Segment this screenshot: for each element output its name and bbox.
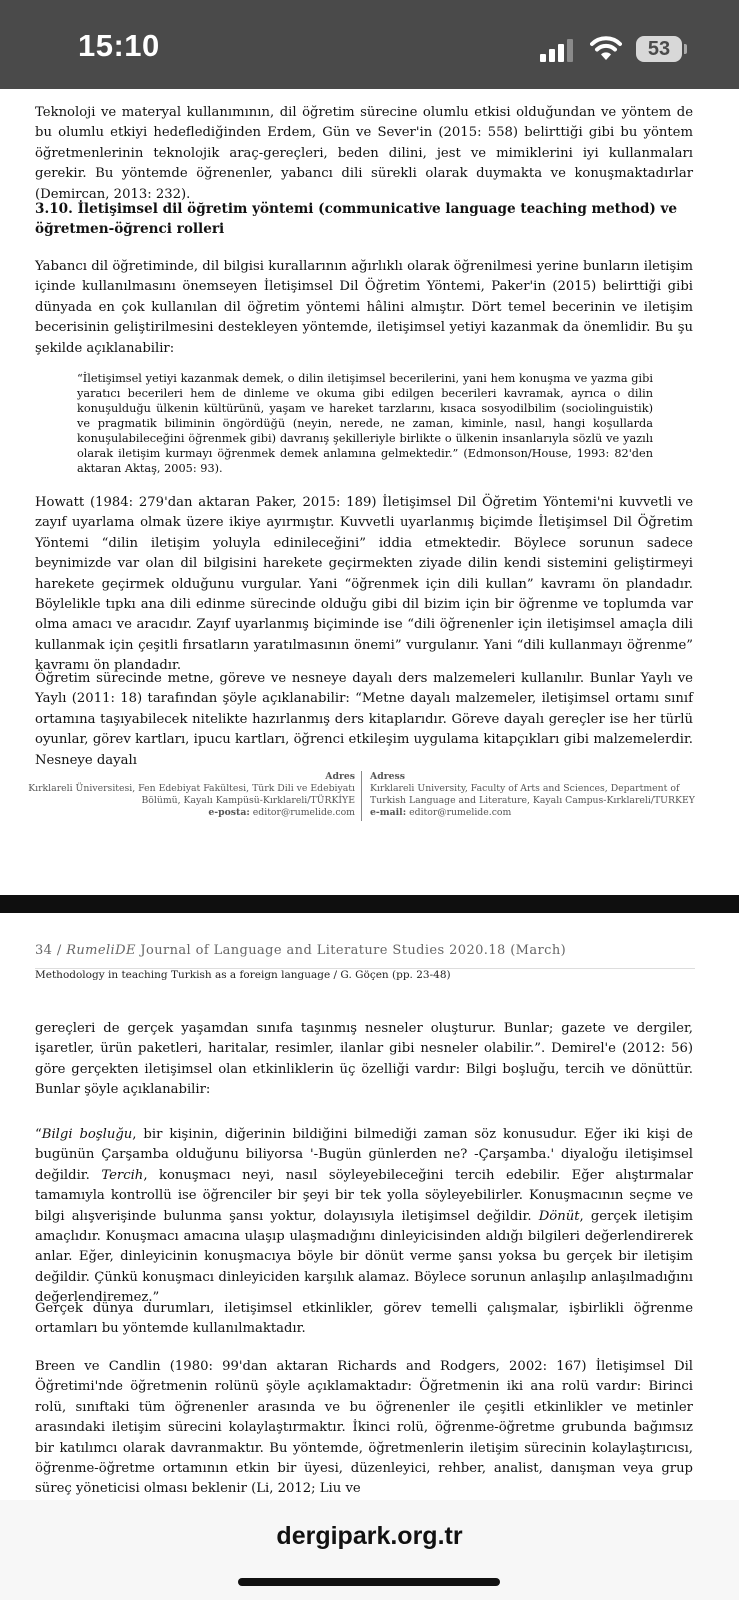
status-time: 15:10	[78, 28, 160, 63]
footer-address-tr	[20, 771, 355, 819]
term-donut: Dönüt	[538, 1208, 580, 1224]
wifi-icon	[590, 34, 622, 62]
browser-bottom-bar	[0, 1500, 739, 1600]
footer-line: Turkish Language and Literature, Kayalı Campus-Kırklareli/TURKEY	[370, 795, 695, 806]
running-head	[35, 943, 566, 958]
body-paragraph: Yabancı dil öğretiminde, dil bilgisi kurallarının ağırlıklı olarak öğrenilmesi yerine bunların iletişim içinde kullanılmasını önemseyen İletişimsel Dil Öğretim Yöntemi, Paker'in (2015) belirttiği gibi dünyada en çok kullanılan dil öğretim yöntemi hâlini almıştır. Dört temel becerinin ve iletişim becerisinin geliştirilmesini destekleyen yöntemde, iletişimsel yetiyi kazanmak da önemlidir. Bu şu şekilde açıklanabilir:	[35, 259, 693, 356]
footer-label: Adres	[325, 771, 355, 782]
footer-email: editor@rumelide.com	[409, 807, 512, 818]
footer-line: Kırklareli University, Faculty of Arts and Sciences, Department of	[370, 783, 680, 794]
pdf-page-34	[0, 913, 739, 1500]
journal-name: RumeliDE	[66, 943, 136, 958]
footer-divider	[361, 771, 362, 821]
block-quote: “İletişimsel yetiyi kazanmak demek, o dilin iletişimsel becerilerini, yani hem konuşma ve yazma gibi yaratıcı becerileri hem de dinleme ve okuma gibi edilgen becerileri kavramak, ayrıca o dilin konuşulduğu ülkenin kültürünü, yaşam ve hareket tarzlarını, kısaca sosyodilbilim (sociolinguistik) ve pragmatik biliminin öngördüğü (neyin, nerede, ne zaman, kiminle, nasıl, hangi koşullarda konuşulabileceğini öğrenmek gibi) davranış şekilleriyle birlikte o ülkenin insanlarıyla sözlü ve yazılı olarak iletişim kurmayı öğrenmek demek anlamına gelmektedir.” (Edmonson/House, 1993: 82'den aktaran Aktaş, 2005: 93).	[77, 372, 653, 475]
body-paragraph: Öğretim sürecinde metne, göreve ve nesneye dayalı ders malzemeleri kullanılır. Bunlar Yaylı ve Yaylı (2011: 18) tarafından şöyle açıklanabilir: “Metne dayalı malzemeler, iletişimsel ortamı sınıf ortamına taşıyabilecek nitelikte hazırlanmış ders kitaplarıdır. Göreve dayalı gereçler ise her türlü oyunlar, görev kartları, ipucu kartları, öğrenci etkileşim uygulama kitapçıkları gibi malzemelerdir. Nesneye dayalı	[35, 671, 693, 768]
footer-email-label: e-mail:	[370, 807, 407, 818]
url-label[interactable]: dergipark.org.tr	[276, 1522, 463, 1550]
cellular-signal-icon	[540, 38, 574, 62]
pdf-page-33	[0, 89, 739, 895]
footer-label: Adress	[370, 771, 405, 782]
body-paragraph: Gerçek dünya durumları, iletişimsel etkinlikler, görev temelli çalışmalar, işbirlikli öğrenme ortamları bu yöntemde kullanılmaktadır.	[35, 1301, 693, 1337]
article-subhead: Methodology in teaching Turkish as a foreign language / G. Göçen (pp. 23-48)	[35, 969, 451, 981]
footer-address-en	[370, 771, 710, 819]
body-paragraph: Teknoloji ve materyal kullanımının, dil öğretim sürecine olumlu etkisi olduğundan ve yöntem de bu olumlu etkiyi hedeflediğinden Erdem, Gün ve Sever'in (2015: 558) belirttiği gibi bu yöntem öğretmenlerinin teknolojik araç-gereçleri, beden dilini, jest ve mimiklerini iyi kullanmaları gerekir. Bu yöntemde öğrenenler, yabancı dili sürekli olarak duymakta ve konuşmaktadırlar (Demircan, 2013: 232).	[35, 105, 693, 202]
term-bilgi-boslugu: Bilgi boşluğu	[41, 1127, 133, 1142]
status-bar	[0, 0, 739, 89]
running-head-slash: /	[56, 943, 62, 958]
footer-email-label: e-posta:	[208, 807, 250, 818]
battery-nub	[684, 44, 687, 54]
page-separator	[0, 895, 739, 913]
quote-text: , konuşmacı neyi, nasıl söyleyebileceğini tercih edebilir. Eğer alıştırmalar tamamıyla kontrollü ise öğrenciler bir şeyi bir tek yolla söyleyebilirler. Konuşmacının seçme ve bilgi alışverişinde bulunma şansı yoktur, dolayısıyla iletişimsel değildir.	[35, 1167, 693, 1224]
body-paragraph: Howatt (1984: 279'dan aktaran Paker, 2015: 189) İletişimsel Dil Öğretim Yöntemi'ni kuvvetli ve zayıf uyarlama olmak üzere ikiye ayırmıştır. Kuvvetli uyarlanmış biçimde İletişimsel Dil Öğretim Yöntemi “dilin iletişim yoluyla edinileceğini” iddia etmektedir. Böylece sorunun sadece beynimizde var olan dil bilgisini harekete geçirmekten ziyade dilin kendi sistemini geliştirmeyi harekete geçirmek olduğunu vurgular. Yani “öğrenmek için dili kullan” kavramı ön plandadır. Böylelikle tıpkı ana dili edinme sürecinde olduğu gibi dil bizim için bir öğrenme ve toplumda var olma amacı ve aracıdır. Zayıf uyarlanmış biçiminde ise “dili öğrenenler için iletişimsel amaçla dili kullanmak için çeşitli fırsatların yaratılmasının önemi” vurgulanır. Yani “dili kullanmayı öğrenme” kavramı ön plandadır.	[35, 495, 693, 674]
section-heading: 3.10. İletişimsel dil öğretim yöntemi (communicative language teaching method) ve öğretmen-öğrenci rolleri	[35, 201, 678, 237]
quote-open: “	[35, 1127, 42, 1142]
footer-line: Bölümü, Kayalı Kampüsü-Kırklareli/TÜRKİYE	[141, 795, 355, 806]
quote-text: , gerçek iletişim amaçlıdır. Konuşmacı amacına ulaşıp ulaşmadığını dinleyicisinden aldığı bilgileri değerlendirerek anlar. Eğer, dinleyicinin konuşmacıya böyle bir dönüt verme şansı yoksa bu gerçek bir iletişim değildir. Çünkü konuşmacı dinleyiciden karşılık alamaz. Böylece sorunun anlaşılıp anlaşılmadığını değerlendiremez.”	[35, 1208, 693, 1306]
battery-icon: 53	[636, 36, 682, 62]
journal-title: Journal of Language and Literature Studies 2020.18 (March)	[140, 943, 567, 958]
home-indicator[interactable]	[238, 1578, 500, 1586]
body-paragraph: gereçleri de gerçek yaşamdan sınıfa taşınmış nesneler oluşturur. Bunlar; gazete ve dergiler, işaretler, ürün paketleri, haritalar, resimler, ilanlar gibi nesneler olabilir.”. Demirel'e (2012: 56) göre gerçekten iletişimsel olan etkinliklerin üç özelliği vardır: Bilgi boşluğu, tercih ve dönüttür. Bunlar şöyle açıklanabilir:	[35, 1021, 693, 1098]
footer-line: Kırklareli Üniversitesi, Fen Edebiyat Fakültesi, Türk Dili ve Edebiyatı	[28, 783, 355, 794]
quote-text: , bir kişinin, diğerinin bildiğini bilmediği zaman söz konusudur. Eğer iki kişi de bugünün Çarşamba olduğunu biliyorsa '-Bugün günlerden ne? -Çarşamba.' diyaloğu iletişimsel değildir.	[35, 1127, 693, 1183]
footer-email: editor@rumelide.com	[252, 807, 355, 818]
quoted-paragraph	[35, 1125, 693, 1309]
term-tercih: Tercih	[101, 1167, 144, 1183]
body-paragraph: Breen ve Candlin (1980: 99'dan aktaran Richards and Rodgers, 2002: 167) İletişimsel Dil Öğretimi'nde öğretmenin rolünü şöyle açıklamaktadır: Öğretmenin iki ana rolü vardır: Birinci rolü, sınıftaki tüm öğrenenler arasında ve bu öğrenenler ile çeşitli etkinlikler ve metinler arasındaki iletişim sürecini kolaylaştırmaktır. İkinci rolü, öğrenme-öğretme grubunda bağımsız bir katılımcı olarak davranmaktır. Bu yöntemde, öğretmenlerin iletişim sürecinin kolaylaştırıcısı, öğrenme-öğretme ortamının etkin bir üyesi, düzenleyici, rehber, analist, danışman veya grup süreç yöneticisi olması beklenir (Li, 2012; Liu ve	[35, 1359, 693, 1497]
page-number: 34	[35, 943, 53, 958]
